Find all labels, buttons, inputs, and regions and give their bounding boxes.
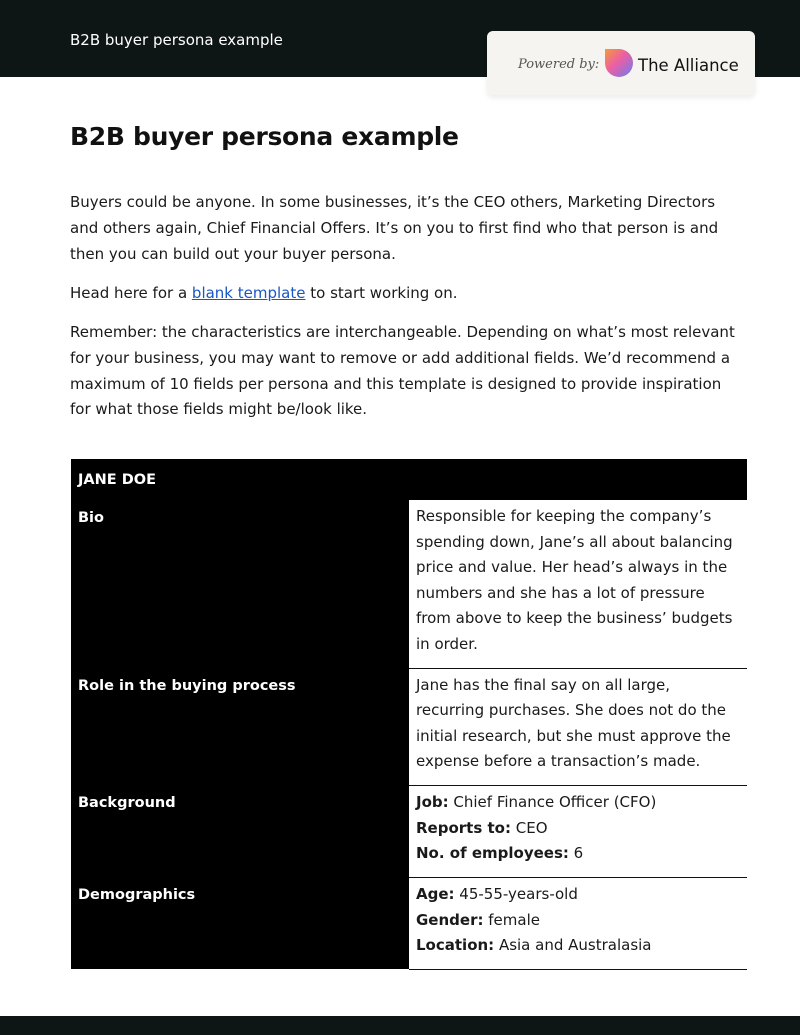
- bio-label: Bio: [71, 500, 409, 668]
- gender-value: female: [483, 910, 540, 929]
- template-text-before: Head here for a: [70, 284, 192, 302]
- table-row-background: [71, 785, 747, 877]
- location-line: [416, 933, 740, 959]
- background-value: [409, 785, 747, 877]
- role-label: Role in the buying process: [71, 668, 409, 785]
- remember-paragraph: Remember: the characteristics are interchangeable. Depending on what’s most relevant for your business, you may want to remove or add additional fields. We’d recommend a maximum of 10 fields per persona and this template is designed to provide inspiration for what those fields might be/look like.: [70, 323, 735, 419]
- employees-value: 6: [568, 844, 584, 863]
- persona-table: [71, 459, 747, 970]
- reports-to-line: [416, 816, 740, 842]
- employees-line: [416, 841, 740, 867]
- job-label: Job:: [416, 792, 449, 811]
- table-row-demographics: [71, 877, 747, 969]
- employees-label: No. of employees:: [416, 844, 569, 863]
- gender-label: Gender:: [416, 910, 484, 929]
- bottom-footer-bar: [0, 1016, 800, 1035]
- template-text-after: to start working on.: [305, 284, 458, 302]
- bio-value: Responsible for keeping the company’s spending down, Jane’s all about balancing price and value. Her head’s always in the numbers and she has a lot of pressure from above to keep the business’ budgets in order.: [409, 500, 747, 668]
- background-label: Background: [71, 785, 409, 877]
- job-line: [416, 790, 740, 816]
- job-value: Chief Finance Officer (CFO): [448, 792, 657, 811]
- demographics-value: [409, 877, 747, 969]
- age-value: 45-55-years-old: [454, 884, 578, 903]
- template-paragraph: [70, 281, 738, 307]
- location-value: Asia and Australasia: [494, 936, 652, 955]
- age-label: Age:: [416, 884, 455, 903]
- role-value: Jane has the final say on all large, recurring purchases. She does not do the initial research, but she must approve the expense before a transaction’s made.: [409, 668, 747, 785]
- header-title: B2B buyer persona example: [70, 31, 283, 49]
- table-row-bio: [71, 500, 747, 668]
- blank-template-link[interactable]: blank template: [191, 284, 306, 302]
- the-alliance-logo-icon: [604, 48, 634, 78]
- demographics-label: Demographics: [71, 877, 409, 969]
- gender-line: [416, 908, 740, 934]
- powered-by-card[interactable]: [487, 31, 755, 95]
- page-title: B2B buyer persona example: [70, 122, 459, 151]
- reports-to-value: CEO: [510, 818, 548, 837]
- brand-name: The Alliance: [638, 56, 739, 75]
- powered-by-label: Powered by:: [518, 57, 600, 72]
- persona-name: JANE DOE: [71, 459, 747, 500]
- table-row-role: [71, 668, 747, 785]
- age-line: [416, 882, 740, 908]
- intro-paragraph: Buyers could be anyone. In some businesses, it’s the CEO others, Marketing Directors and others again, Chief Financial Offers. It’s on you to first find who that person is and then you can build out your buyer persona.: [70, 193, 719, 263]
- reports-to-label: Reports to:: [416, 818, 511, 837]
- location-label: Location:: [416, 936, 495, 955]
